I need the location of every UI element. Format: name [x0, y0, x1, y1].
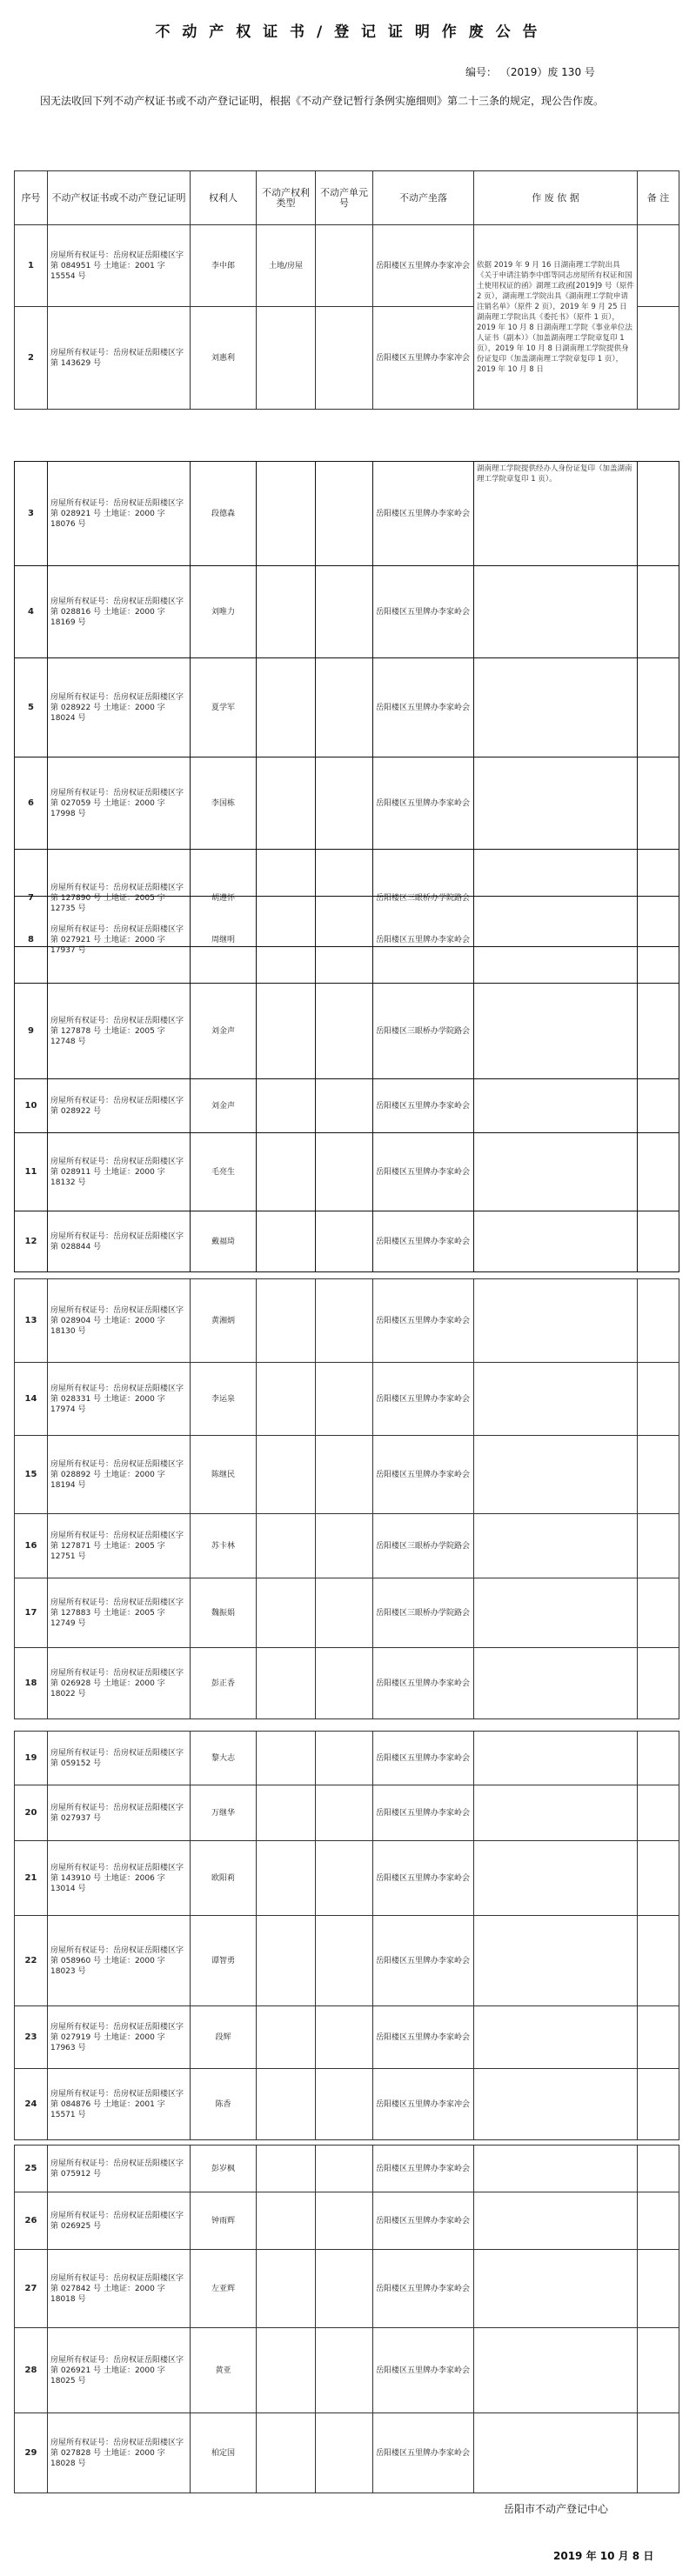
row-unit — [316, 1279, 373, 1363]
row-note — [638, 1916, 679, 2006]
row-location: 岳阳楼区三眼桥办学院路会 — [373, 1514, 474, 1578]
row-type: 土地/房屋 — [257, 225, 316, 307]
table-row — [15, 1211, 679, 1272]
row-type — [257, 757, 316, 850]
row-unit — [316, 307, 373, 410]
table-row — [15, 1578, 679, 1648]
row-location: 岳阳楼区五里牌办李家岭会 — [373, 2250, 474, 2328]
row-note — [638, 897, 679, 984]
row-type — [257, 1916, 316, 2006]
row-location: 岳阳楼区五里牌办李家冲会 — [373, 225, 474, 307]
row-basis — [474, 2006, 638, 2069]
row-cert: 房屋所有权证号：岳房权证岳阳楼区字第 058960 号 土地证：2000 字 18023 号 — [48, 1916, 191, 2006]
row-basis: 湖南理工学院提供经办人身份证复印（加盖湖南理工学院章复印 1 页）。 — [474, 462, 638, 566]
row-basis — [474, 1211, 638, 1272]
header-location: 不动产坐落 — [373, 171, 474, 225]
row-type — [257, 2192, 316, 2250]
row-basis: 依据 2019 年 9 月 16 日湖南理工学院出具《关于申请注销李中郎等同志房屋所有权证和国土使用权证的函》湖理工政函[2019]9 号（原件 2 页），湖南理工学院出具《湖南理工学院申请注销名单》（原件 2 页），2019 年 9 月 25 日湖南理工学院出具《委托书》（原件 1 页），2019 年 10 月 8 日湖南理工学院《事业单位法人证书（副本）》（加盖湖南理工学院章复印 1 页），2019 年 10 月 8 日湖南理工学院提供身份证复印（加盖湖南理工学院章复印 1 页），2019 年 10 月 8 日 — [474, 225, 638, 410]
row-type — [257, 1363, 316, 1436]
row-location: 岳阳楼区五里牌办李家岭会 — [373, 1841, 474, 1916]
row-unit — [316, 1785, 373, 1841]
row-basis — [474, 897, 638, 984]
row-seq: 26 — [15, 2192, 48, 2250]
row-note — [638, 2328, 679, 2413]
row-holder: 黄湘炳 — [191, 1279, 257, 1363]
row-seq: 18 — [15, 1648, 48, 1719]
row-seq: 9 — [15, 984, 48, 1079]
row-seq: 21 — [15, 1841, 48, 1916]
row-location: 岳阳楼区五里牌办李家岭会 — [373, 2146, 474, 2192]
row-unit — [316, 2328, 373, 2413]
row-location: 岳阳楼区五里牌办李家岭会 — [373, 1279, 474, 1363]
issue-date: 2019 年 10 月 8 日 — [553, 2550, 654, 2562]
row-location: 岳阳楼区五里牌办李家岭会 — [373, 2413, 474, 2493]
row-note — [638, 1133, 679, 1211]
row-location: 岳阳楼区五里牌办李家岭会 — [373, 1648, 474, 1719]
row-unit — [316, 897, 373, 984]
row-location: 岳阳楼区三眼桥办学院路会 — [373, 984, 474, 1079]
row-cert: 房屋所有权证号：岳房权证岳阳楼区字第 026925 号 — [48, 2192, 191, 2250]
row-cert: 房屋所有权证号：岳房权证岳阳楼区字第 127883 号 土地证：2005 字 12749 号 — [48, 1578, 191, 1648]
table-row — [15, 658, 679, 757]
row-unit — [316, 2006, 373, 2069]
row-seq: 19 — [15, 1732, 48, 1785]
row-location: 岳阳楼区三眼桥办学院路会 — [373, 850, 474, 947]
row-location: 岳阳楼区五里牌办李家岭会 — [373, 757, 474, 850]
row-note — [638, 307, 679, 410]
row-location: 岳阳楼区五里牌办李家岭会 — [373, 1079, 474, 1133]
row-unit — [316, 1363, 373, 1436]
row-seq: 11 — [15, 1133, 48, 1211]
row-note — [638, 2192, 679, 2250]
row-holder: 胡遵怀 — [191, 850, 257, 947]
row-holder: 苏卡林 — [191, 1514, 257, 1578]
row-type — [257, 307, 316, 410]
row-cert: 房屋所有权证号：岳房权证岳阳楼区字第 027842 号 土地证：2000 字 18018 号 — [48, 2250, 191, 2328]
row-cert: 房屋所有权证号：岳房权证岳阳楼区字第 143629 号 — [48, 307, 191, 410]
row-unit — [316, 2069, 373, 2140]
table-row — [15, 1916, 679, 2006]
row-cert: 房屋所有权证号：岳房权证岳阳楼区字第 028922 号 土地证：2000 字 18024 号 — [48, 658, 191, 757]
row-cert: 房屋所有权证号：岳房权证岳阳楼区字第 026921 号 土地证：2000 字 18025 号 — [48, 2328, 191, 2413]
row-holder: 李运泉 — [191, 1363, 257, 1436]
row-location: 岳阳楼区五里牌办李家岭会 — [373, 1916, 474, 2006]
header-seq: 序号 — [15, 171, 48, 225]
row-basis — [474, 1732, 638, 1785]
row-holder: 万继华 — [191, 1785, 257, 1841]
row-type — [257, 1079, 316, 1133]
row-seq: 22 — [15, 1916, 48, 2006]
table-row — [15, 1279, 679, 1363]
row-seq: 27 — [15, 2250, 48, 2328]
row-seq: 17 — [15, 1578, 48, 1648]
row-basis — [474, 1279, 638, 1363]
row-note — [638, 2413, 679, 2493]
table-row — [15, 757, 679, 850]
row-location: 岳阳楼区五里牌办李家岭会 — [373, 1133, 474, 1211]
row-location: 岳阳楼区五里牌办李家岭会 — [373, 2328, 474, 2413]
table-row — [15, 1363, 679, 1436]
row-location: 岳阳楼区五里牌办李家冲会 — [373, 307, 474, 410]
row-seq: 14 — [15, 1363, 48, 1436]
row-basis — [474, 2328, 638, 2413]
table-row — [15, 1514, 679, 1578]
row-type — [257, 2069, 316, 2140]
row-seq: 25 — [15, 2146, 48, 2192]
intro-paragraph: 因无法收回下列不动产权证书或不动产登记证明，根据《不动产登记暂行条例实施细则》第二十三条的规定，现公告作废。 — [40, 95, 605, 107]
row-cert: 房屋所有权证号：岳房权证岳阳楼区字第 027059 号 土地证：2000 字 17998 号 — [48, 757, 191, 850]
table-row — [15, 984, 679, 1079]
row-basis — [474, 1079, 638, 1133]
issuer-name: 岳阳市不动产登记中心 — [504, 2503, 609, 2515]
table-row — [15, 566, 679, 658]
row-holder: 左亚辉 — [191, 2250, 257, 2328]
row-unit — [316, 1211, 373, 1272]
row-unit — [316, 1133, 373, 1211]
row-cert: 房屋所有权证号：岳房权证岳阳楼区字第 028911 号 土地证：2000 字 18132 号 — [48, 1133, 191, 1211]
table-row — [15, 1785, 679, 1841]
row-seq: 13 — [15, 1279, 48, 1363]
row-basis — [474, 2146, 638, 2192]
row-holder: 谭智勇 — [191, 1916, 257, 2006]
row-location: 岳阳楼区五里牌办李家冲会 — [373, 2069, 474, 2140]
row-type — [257, 1211, 316, 1272]
row-note — [638, 1079, 679, 1133]
row-note — [638, 1841, 679, 1916]
row-type — [257, 462, 316, 566]
row-basis — [474, 1514, 638, 1578]
row-holder: 彭正香 — [191, 1648, 257, 1719]
row-seq: 10 — [15, 1079, 48, 1133]
row-holder: 魏振娟 — [191, 1578, 257, 1648]
row-note — [638, 225, 679, 307]
row-type — [257, 2328, 316, 2413]
row-note — [638, 566, 679, 658]
row-holder: 柏定国 — [191, 2413, 257, 2493]
row-cert: 房屋所有权证号：岳房权证岳阳楼区字第 127871 号 土地证：2005 字 12751 号 — [48, 1514, 191, 1578]
row-holder: 黄亚 — [191, 2328, 257, 2413]
row-seq: 23 — [15, 2006, 48, 2069]
row-note — [638, 1436, 679, 1514]
row-location: 岳阳楼区五里牌办李家岭会 — [373, 658, 474, 757]
header-unit: 不动产单元号 — [316, 171, 373, 225]
row-type — [257, 1133, 316, 1211]
row-cert: 房屋所有权证号：岳房权证岳阳楼区字第 075912 号 — [48, 2146, 191, 2192]
row-type — [257, 2413, 316, 2493]
row-seq: 8 — [15, 897, 48, 984]
row-location: 岳阳楼区五里牌办李家岭会 — [373, 462, 474, 566]
row-basis — [474, 1363, 638, 1436]
row-note — [638, 1211, 679, 1272]
row-seq: 28 — [15, 2328, 48, 2413]
row-holder: 毛亮生 — [191, 1133, 257, 1211]
table-row — [15, 1648, 679, 1719]
row-type — [257, 1279, 316, 1363]
row-unit — [316, 1079, 373, 1133]
row-cert: 房屋所有权证号：岳房权证岳阳楼区字第 028892 号 土地证：2000 字 18194 号 — [48, 1436, 191, 1514]
row-cert: 房屋所有权证号：岳房权证岳阳楼区字第 028922 号 — [48, 1079, 191, 1133]
row-holder: 陈香 — [191, 2069, 257, 2140]
row-holder: 刘金声 — [191, 984, 257, 1079]
row-cert: 房屋所有权证号：岳房权证岳阳楼区字第 143910 号 土地证：2006 字 13014 号 — [48, 1841, 191, 1916]
table-row — [15, 225, 679, 307]
row-basis — [474, 2250, 638, 2328]
table-row — [15, 2069, 679, 2140]
row-holder: 段辉 — [191, 2006, 257, 2069]
row-cert: 房屋所有权证号：岳房权证岳阳楼区字第 127878 号 土地证：2005 字 12748 号 — [48, 984, 191, 1079]
row-note — [638, 757, 679, 850]
row-type — [257, 1841, 316, 1916]
row-type — [257, 984, 316, 1079]
row-basis — [474, 1916, 638, 2006]
row-unit — [316, 1436, 373, 1514]
row-holder: 周继明 — [191, 897, 257, 984]
row-unit — [316, 757, 373, 850]
invalidation-table-section-3 — [14, 896, 679, 1272]
row-seq: 29 — [15, 2413, 48, 2493]
table-row — [15, 2192, 679, 2250]
document-title: 不 动 产 权 证 书 / 登 记 证 明 作 废 公 告 — [155, 23, 541, 41]
row-location: 岳阳楼区五里牌办李家岭会 — [373, 2192, 474, 2250]
header-basis: 作 废 依 据 — [474, 171, 638, 225]
row-basis — [474, 1785, 638, 1841]
table-row — [15, 897, 679, 984]
row-seq: 16 — [15, 1514, 48, 1578]
row-basis — [474, 984, 638, 1079]
row-cert: 房屋所有权证号：岳房权证岳阳楼区字第 059152 号 — [48, 1732, 191, 1785]
invalidation-table-section-2 — [14, 461, 679, 947]
row-holder: 李国栋 — [191, 757, 257, 850]
table-row — [15, 1732, 679, 1785]
invalidation-table-section-1 — [14, 170, 679, 410]
row-note — [638, 1648, 679, 1719]
invalidation-table-section-4 — [14, 1278, 679, 1719]
row-type — [257, 2250, 316, 2328]
row-basis — [474, 1578, 638, 1648]
row-type — [257, 1514, 316, 1578]
row-cert: 房屋所有权证号：岳房权证岳阳楼区字第 028904 号 土地证：2000 字 18130 号 — [48, 1279, 191, 1363]
row-seq: 5 — [15, 658, 48, 757]
row-seq: 3 — [15, 462, 48, 566]
row-seq: 20 — [15, 1785, 48, 1841]
row-seq: 12 — [15, 1211, 48, 1272]
row-note — [638, 1279, 679, 1363]
row-note — [638, 2250, 679, 2328]
document-number: 编号： （2019）废 130 号 — [465, 66, 595, 78]
table-row — [15, 1133, 679, 1211]
row-holder: 刘唯力 — [191, 566, 257, 658]
row-unit — [316, 2192, 373, 2250]
row-basis — [474, 2069, 638, 2140]
row-holder: 夏学军 — [191, 658, 257, 757]
table-row — [15, 1436, 679, 1514]
row-holder: 刘金声 — [191, 1079, 257, 1133]
row-type — [257, 1732, 316, 1785]
row-holder: 段德森 — [191, 462, 257, 566]
row-unit — [316, 1514, 373, 1578]
row-cert: 房屋所有权证号：岳房权证岳阳楼区字第 027921 号 土地证：2000 字 17937 号 — [48, 897, 191, 984]
row-type — [257, 658, 316, 757]
row-cert: 房屋所有权证号：岳房权证岳阳楼区字第 027828 号 土地证：2000 字 18028 号 — [48, 2413, 191, 2493]
row-basis — [474, 2413, 638, 2493]
row-unit — [316, 1578, 373, 1648]
row-cert: 房屋所有权证号：岳房权证岳阳楼区字第 027919 号 土地证：2000 字 17963 号 — [48, 2006, 191, 2069]
row-unit — [316, 2146, 373, 2192]
row-cert: 房屋所有权证号：岳房权证岳阳楼区字第 027937 号 — [48, 1785, 191, 1841]
row-type — [257, 2006, 316, 2069]
row-note — [638, 2069, 679, 2140]
row-note — [638, 658, 679, 757]
row-note — [638, 1578, 679, 1648]
row-note — [638, 1785, 679, 1841]
row-note — [638, 2006, 679, 2069]
row-unit — [316, 566, 373, 658]
row-unit — [316, 1648, 373, 1719]
table-row — [15, 462, 679, 566]
table-row — [15, 1841, 679, 1916]
row-note — [638, 2146, 679, 2192]
row-unit — [316, 1841, 373, 1916]
row-cert: 房屋所有权证号：岳房权证岳阳楼区字第 028844 号 — [48, 1211, 191, 1272]
table-header-row — [15, 171, 679, 225]
row-unit — [316, 1732, 373, 1785]
row-basis — [474, 1648, 638, 1719]
row-holder: 欧阳莉 — [191, 1841, 257, 1916]
row-cert: 房屋所有权证号：岳房权证岳阳楼区字第 084951 号 土地证：2001 字 15554 号 — [48, 225, 191, 307]
row-cert: 房屋所有权证号：岳房权证岳阳楼区字第 028921 号 土地证：2000 字 18076 号 — [48, 462, 191, 566]
invalidation-table-section-6 — [14, 2145, 679, 2493]
row-basis — [474, 1133, 638, 1211]
row-basis — [474, 1436, 638, 1514]
row-type — [257, 1785, 316, 1841]
row-note — [638, 984, 679, 1079]
row-cert: 房屋所有权证号：岳房权证岳阳楼区字第 127890 号 土地证：2005 字 12735 号 — [48, 850, 191, 947]
row-basis — [474, 566, 638, 658]
row-unit — [316, 2250, 373, 2328]
row-location: 岳阳楼区五里牌办李家岭会 — [373, 1436, 474, 1514]
row-location: 岳阳楼区五里牌办李家岭会 — [373, 1732, 474, 1785]
row-seq: 24 — [15, 2069, 48, 2140]
row-location: 岳阳楼区五里牌办李家岭会 — [373, 897, 474, 984]
header-note: 备 注 — [638, 171, 679, 225]
row-holder: 黎大志 — [191, 1732, 257, 1785]
row-basis — [474, 658, 638, 757]
row-cert: 房屋所有权证号：岳房权证岳阳楼区字第 028331 号 土地证：2000 字 17974 号 — [48, 1363, 191, 1436]
row-location: 岳阳楼区三眼桥办学院路会 — [373, 1578, 474, 1648]
row-location: 岳阳楼区五里牌办李家岭会 — [373, 1363, 474, 1436]
row-seq: 1 — [15, 225, 48, 307]
row-unit — [316, 984, 373, 1079]
row-location: 岳阳楼区五里牌办李家岭会 — [373, 1211, 474, 1272]
row-cert: 房屋所有权证号：岳房权证岳阳楼区字第 084876 号 土地证：2001 字 15571 号 — [48, 2069, 191, 2140]
row-seq: 15 — [15, 1436, 48, 1514]
row-basis — [474, 2192, 638, 2250]
row-note — [638, 1363, 679, 1436]
row-holder: 钟雨辉 — [191, 2192, 257, 2250]
row-holder: 戴福琦 — [191, 1211, 257, 1272]
row-holder: 刘惠利 — [191, 307, 257, 410]
row-holder: 陈继民 — [191, 1436, 257, 1514]
table-row — [15, 2250, 679, 2328]
row-seq: 4 — [15, 566, 48, 658]
row-cert: 房屋所有权证号：岳房权证岳阳楼区字第 028816 号 土地证：2000 字 18169 号 — [48, 566, 191, 658]
row-type — [257, 2146, 316, 2192]
table-row — [15, 2006, 679, 2069]
row-basis — [474, 757, 638, 850]
row-type — [257, 1578, 316, 1648]
header-type: 不动产权利类型 — [257, 171, 316, 225]
header-cert: 不动产权证书或不动产登记证明 — [48, 171, 191, 225]
row-holder: 李中郎 — [191, 225, 257, 307]
invalidation-table-section-5 — [14, 1731, 679, 2140]
row-location: 岳阳楼区五里牌办李家岭会 — [373, 1785, 474, 1841]
row-seq: 6 — [15, 757, 48, 850]
row-location: 岳阳楼区五里牌办李家岭会 — [373, 2006, 474, 2069]
row-unit — [316, 658, 373, 757]
row-location: 岳阳楼区五里牌办李家岭会 — [373, 566, 474, 658]
row-note — [638, 1732, 679, 1785]
row-type — [257, 897, 316, 984]
row-type — [257, 1648, 316, 1719]
row-type — [257, 1436, 316, 1514]
row-unit — [316, 225, 373, 307]
row-unit — [316, 1916, 373, 2006]
row-holder: 彭岁枫 — [191, 2146, 257, 2192]
row-seq: 2 — [15, 307, 48, 410]
row-cert: 房屋所有权证号：岳房权证岳阳楼区字第 026928 号 土地证：2000 字 18022 号 — [48, 1648, 191, 1719]
table-row — [15, 2328, 679, 2413]
table-row — [15, 1079, 679, 1133]
row-note — [638, 1514, 679, 1578]
header-holder: 权利人 — [191, 171, 257, 225]
row-note — [638, 462, 679, 566]
table-row — [15, 2413, 679, 2493]
row-type — [257, 566, 316, 658]
row-seq: 7 — [15, 850, 48, 947]
table-row — [15, 2146, 679, 2192]
row-unit — [316, 462, 373, 566]
row-basis — [474, 1841, 638, 1916]
row-unit — [316, 2413, 373, 2493]
